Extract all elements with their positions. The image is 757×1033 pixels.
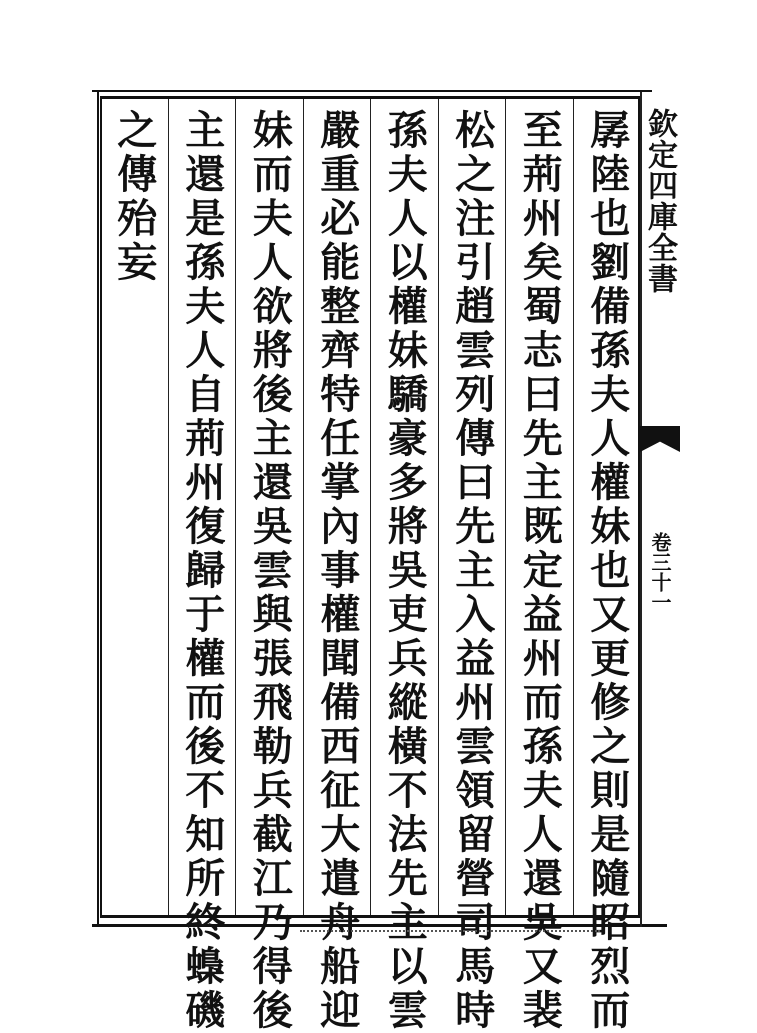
column-text: 至荊州矣蜀志曰先主既定益州而孫夫人還吳又裴 <box>516 109 564 1033</box>
volume-number: 卷三十一 <box>648 532 672 612</box>
left-border-rule <box>97 90 99 926</box>
bottom-ink-marks <box>300 930 600 936</box>
text-column-8 <box>100 99 168 915</box>
column-text: 孱陸也劉備孫夫人權妹也又更修之則是隨昭烈而 <box>583 109 631 1033</box>
book-title: 欽定四庫全書 <box>642 108 677 294</box>
text-column-7 <box>168 99 236 1033</box>
fish-tail-mark-icon <box>640 426 680 452</box>
column-text: 松之注引趙雲列傳曰先主入益州雲領留營司馬時 <box>448 109 496 1033</box>
column-text: 妹而夫人欲將後主還吳雲與張飛勒兵截江乃得後 <box>246 109 294 1033</box>
column-text: 嚴重必能整齊特任掌內事權聞備西征大遣舟船迎 <box>313 109 361 1033</box>
text-column-2 <box>505 99 573 1033</box>
text-column-6 <box>235 99 303 1033</box>
text-column-1 <box>573 99 641 1033</box>
text-column-3 <box>438 99 506 1033</box>
top-border-rule <box>92 90 652 92</box>
text-column-4 <box>370 99 438 1033</box>
text-column-5 <box>303 99 371 1033</box>
column-text: 孫夫人以權妹驕豪多將吳吏兵縱橫不法先主以雲 <box>381 109 429 1033</box>
column-text: 之傳殆妄 <box>110 109 158 285</box>
fore-edge-margin <box>640 92 680 927</box>
text-columns <box>100 99 640 1033</box>
column-text: 主還是孫夫人自荊州復歸于權而後不知所終蟂磯 <box>178 109 226 1033</box>
